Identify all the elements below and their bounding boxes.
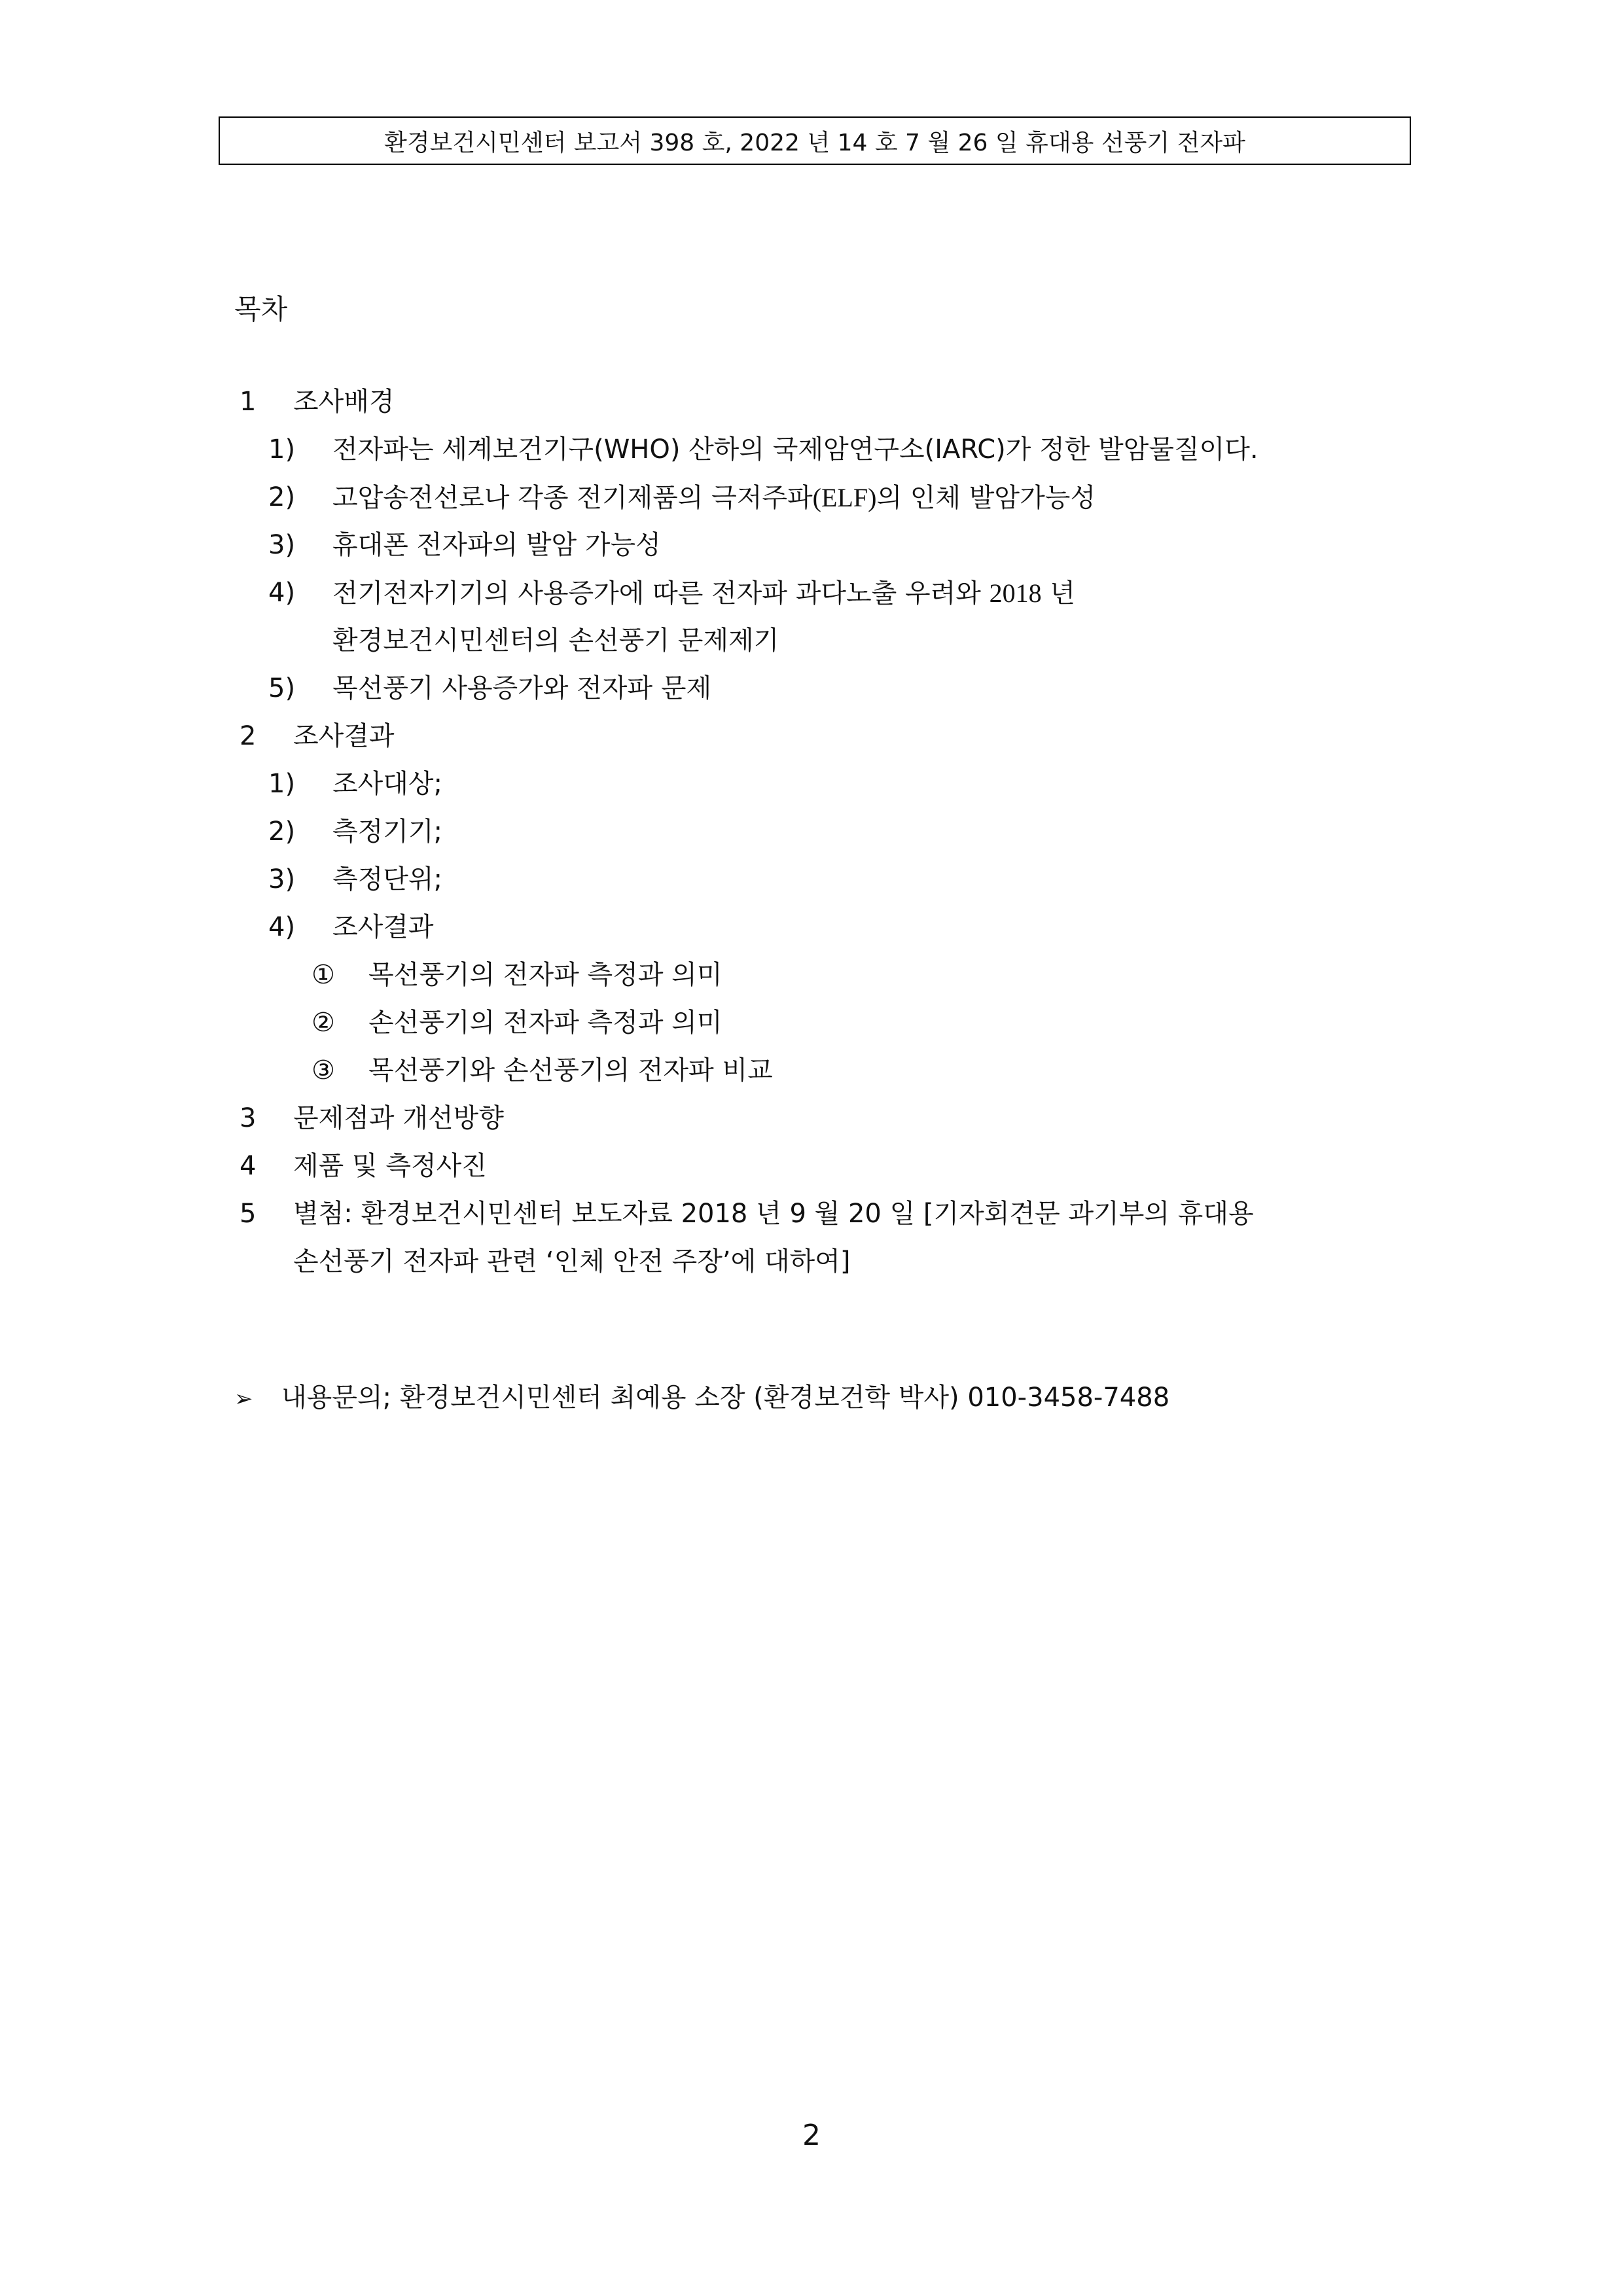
- toc-text: 조사배경: [293, 387, 395, 417]
- toc-text: 손선풍기 전자파 관련 ‘인체 안전 주장’에 대하여]: [293, 1246, 851, 1277]
- toc-text: 목선풍기의 전자파 측정과 의미: [368, 960, 722, 990]
- toc-section-5-continued: [234, 1238, 1412, 1286]
- toc-item-1-5: [234, 665, 1412, 713]
- toc-text: 휴대폰 전자파의 발암 가능성: [332, 530, 661, 560]
- toc-text: 전자파는 세계보건기구(WHO) 산하의 국제암연구소(IARC)가 정한 발암물질이다.: [332, 434, 1258, 465]
- toc-subitem-1: [234, 951, 1412, 999]
- table-of-contents: [234, 378, 1412, 1286]
- toc-number: 1): [268, 434, 296, 465]
- toc-text: 별첨: 환경보건시민센터 보도자료 2018 년 9 월 20 일 [기자회견문 과기부의 휴대용: [293, 1199, 1254, 1229]
- toc-text: 문제점과 개선방향: [293, 1103, 504, 1133]
- toc-number: 2): [268, 482, 296, 512]
- toc-item-1-4-continued: [234, 617, 1412, 665]
- toc-number: 5): [268, 673, 296, 703]
- toc-subitem-3: [234, 1047, 1412, 1095]
- toc-text: 제품 및 측정사진: [293, 1151, 487, 1181]
- toc-section-4: [234, 1142, 1412, 1190]
- toc-item-2-4: [234, 904, 1412, 951]
- toc-text-part: (ELF): [812, 483, 877, 512]
- toc-text: 조사대상;: [332, 769, 443, 799]
- toc-text: 측정단위;: [332, 864, 443, 894]
- toc-number: ②: [312, 1008, 335, 1038]
- toc-text-part: 2018: [989, 578, 1042, 608]
- toc-number: 5: [240, 1199, 257, 1229]
- contact-text: 내용문의; 환경보건시민센터 최예용 소장 (환경보건학 박사) 010-3458-7488: [281, 1383, 1170, 1413]
- toc-number: 4): [268, 578, 296, 608]
- toc-text-part: 고압송전선로나 각종 전기제품의 극저주파: [332, 483, 813, 513]
- toc-text: 손선풍기의 전자파 측정과 의미: [368, 1008, 722, 1038]
- toc-number: 1: [240, 387, 257, 417]
- toc-number: 4: [240, 1151, 257, 1181]
- page-number: 2: [802, 2119, 821, 2152]
- toc-text: 환경보건시민센터의 손선풍기 문제제기: [332, 626, 779, 656]
- toc-text: 목선풍기 사용증가와 전자파 문제: [332, 673, 712, 703]
- toc-text-part: 전기전자기기의 사용증가에 따른 전자파 과다노출 우려와: [332, 578, 990, 609]
- toc-title: 목차: [234, 293, 288, 325]
- report-header-text: 환경보건시민센터 보고서 398 호, 2022 년 14 호 7 월 26 일 휴대용 선풍기 전자파: [384, 129, 1245, 156]
- toc-section-2: [234, 713, 1412, 760]
- toc-item-2-1: [234, 760, 1412, 808]
- toc-number: 2: [240, 721, 257, 751]
- toc-text: 조사결과: [293, 721, 395, 751]
- contact-line: [234, 1374, 1169, 1423]
- toc-number: 1): [268, 769, 296, 799]
- toc-number: 4): [268, 912, 296, 942]
- toc-item-1-1: [234, 426, 1412, 474]
- toc-number: ①: [312, 960, 335, 990]
- toc-number: 3: [240, 1103, 257, 1133]
- toc-number: 3): [268, 530, 296, 560]
- toc-text: 측정기기;: [332, 817, 443, 847]
- arrow-bullet-icon: ➢: [234, 1386, 253, 1412]
- toc-section-5: [234, 1190, 1412, 1238]
- toc-item-2-2: [234, 808, 1412, 856]
- toc-section-1: [234, 378, 1412, 426]
- toc-item-1-3: [234, 521, 1412, 569]
- toc-text-part: 의 인체 발암가능성: [876, 483, 1096, 513]
- toc-subitem-2: [234, 999, 1412, 1047]
- toc-item-1-4: [234, 569, 1412, 617]
- toc-number: 3): [268, 864, 296, 894]
- toc-number: ③: [312, 1055, 335, 1086]
- toc-text: [332, 569, 1075, 618]
- toc-number: 2): [268, 817, 296, 847]
- toc-section-3: [234, 1095, 1412, 1142]
- toc-text: 목선풍기와 손선풍기의 전자파 비교: [368, 1055, 773, 1086]
- toc-item-1-2: [234, 474, 1412, 521]
- toc-text: [332, 474, 1096, 522]
- report-header-box: [219, 116, 1411, 165]
- toc-text-part: 년: [1041, 578, 1076, 609]
- toc-text: 조사결과: [332, 912, 434, 942]
- toc-item-2-3: [234, 856, 1412, 904]
